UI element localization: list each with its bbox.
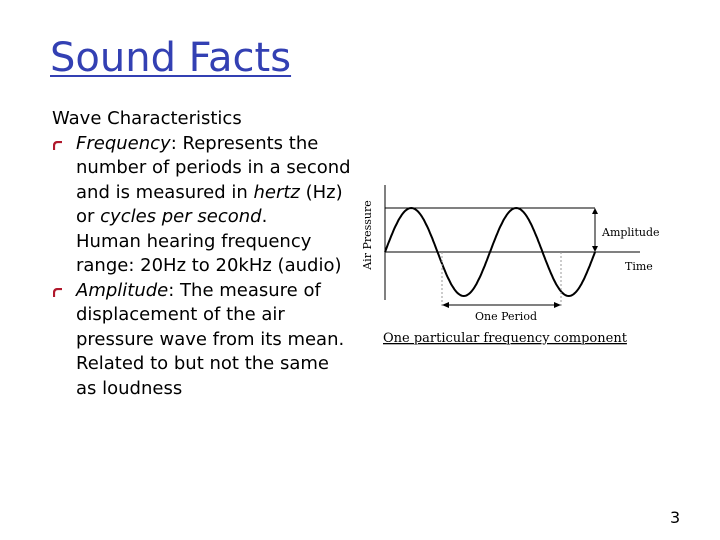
amplitude-text: : The measure of displacement of the air pressure wave from its mean. Related to but not the same as loudness: [76, 279, 345, 399]
hertz-term: hertz: [253, 181, 300, 203]
figure-caption: One particular frequency component: [383, 331, 627, 346]
period-label: One Period: [475, 310, 537, 323]
y-axis-label: Air Pressure: [361, 200, 374, 270]
period-arrow-right: [554, 302, 561, 308]
sine-wave-path: [385, 208, 595, 296]
hearing-range-text: Human hearing frequency range: 20Hz to 20kHz (audio): [76, 230, 342, 276]
amplitude-arrow-up: [592, 208, 598, 214]
frequency-text-3: .: [261, 206, 268, 227]
slide-body: [52, 107, 352, 401]
frequency-term: Frequency: [76, 132, 171, 154]
period-arrow-left: [442, 302, 449, 308]
section-heading: Wave Characteristics: [52, 108, 242, 129]
amplitude-arrow-down: [592, 246, 598, 252]
time-label: Time: [625, 260, 653, 273]
frequency-text: : Represents the number of periods in a second and is measured in: [76, 132, 351, 203]
cycles-per-second-term: cycles per second: [100, 206, 262, 227]
bullet-marker-icon: [53, 141, 63, 151]
bullet-amplitude: [52, 279, 352, 402]
amplitude-label: Amplitude: [602, 226, 660, 239]
slide-title: Sound Facts: [50, 35, 292, 81]
bullet-frequency: [52, 132, 352, 279]
page-number: 3: [670, 508, 681, 527]
amplitude-term: Amplitude: [76, 279, 169, 301]
bullet-marker-icon: [53, 288, 63, 298]
frequency-text-2: (Hz) or: [76, 181, 343, 227]
